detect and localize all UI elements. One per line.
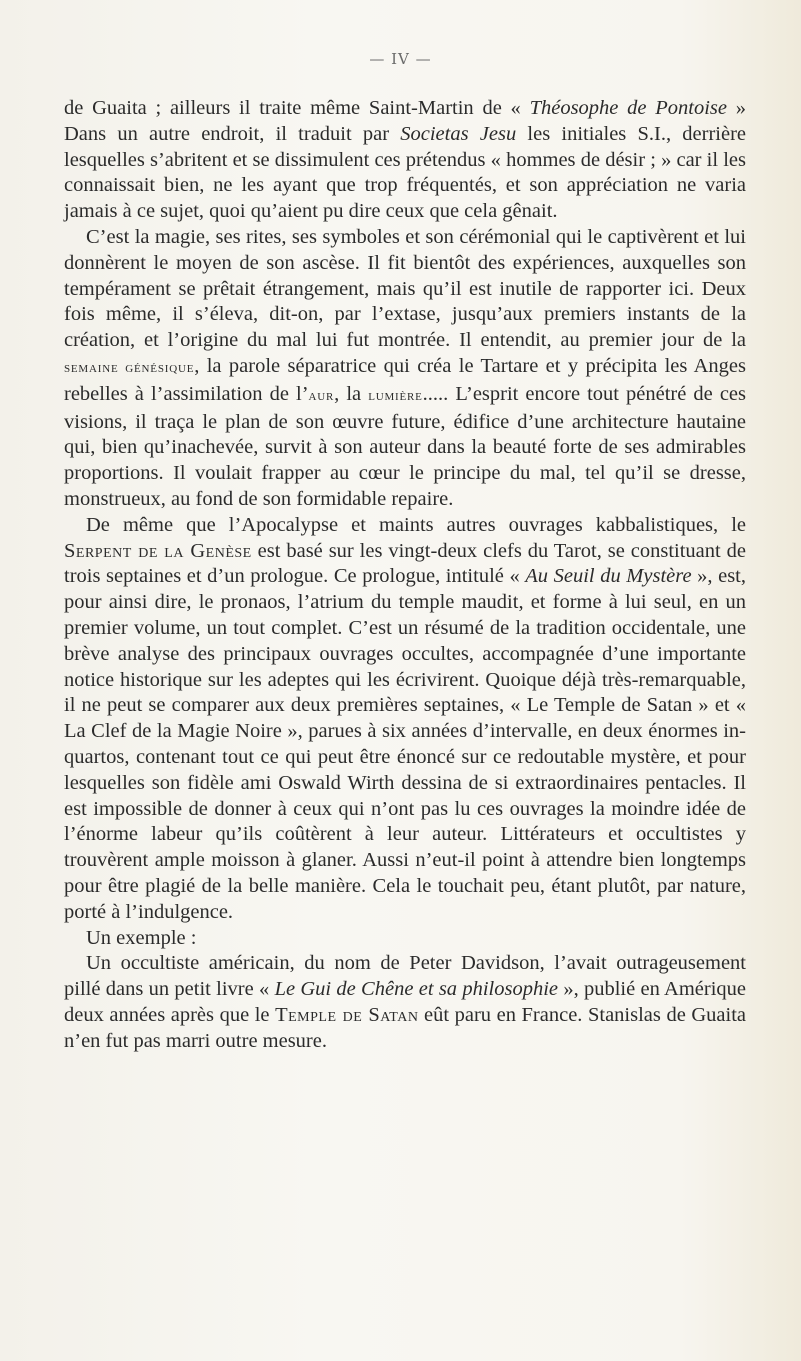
italic-latin: Societas Jesu [400, 122, 517, 145]
italic-title: Au Seuil du Mystère [525, 565, 692, 588]
paragraph-3: De même que l’Apocalypse et maints autres ouvrages kabbalistiques, le Serpent de la Genèse est basé sur les vingt-deux clefs du Tarot, se constituant de trois septaines et d’un prologue. Ce prologue, intitulé « Au Seuil du Mystère », est, pour ainsi dire, le pronaos, l’atrium du temple maudit, et forme à lui seul, en un premier volume, un tout complet. C’est un résumé de la tradition occidentale, une brève analyse des principaux ouvrages occultes, accompagnée d’une importante notice historique sur les adeptes qui les écrivirent. Quoique déjà très-remarquable, il ne peut se comparer aux deux premières septaines, « Le Temple de Satan » et « La Clef de la Magie Noire », parues à six années d’intervalle, en deux énormes in-quartos, contenant tout ce qui peut être énoncé sur ce redoutable mystère, et pour lesquelles son fidèle ami Oswald Wirth dessina de si extraordinaires pentacles. Il est impossible de donner à ceux qui n’ont pas lu ces ouvrages la moindre idée de l’énorme labeur qu’ils coûtèrent à leur auteur. Littérateurs et occultistes y trouvèrent ample moisson à glaner. Aussi n’eut-il point à attendre bien longtemps pour être plagié de la belle manière. Cela le touchait peu, étant plutôt, par nature, porté à l’indulgence. [64, 513, 746, 923]
italic-title: Théosophe de Pontoise [529, 97, 727, 119]
paragraph-4: Un exemple : [86, 926, 197, 949]
body-text [64, 96, 746, 1054]
small-caps-term: lumière [368, 387, 423, 404]
small-caps-term: semaine génésique [64, 359, 195, 376]
paragraph-5: Un occultiste américain, du nom de Peter Davidson, l’avait outrageusement pillé dans un petit livre « Le Gui de Chêne et sa philosophie », publié en Amérique deux années après que le Temple de Satan eût paru en France. Stanislas de Guaita n’en fut pas marri outre mesure. [64, 952, 747, 1052]
page-number: — IV — [369, 50, 432, 68]
paragraph-2: C’est la magie, ses rites, ses symboles et son cérémonial qui le captivèrent et lui donnèrent le moyen de son ascèse. Il fit bientôt des expériences, auxquelles son tempérament se prêtait étrangement, mais qu’il est inutile de rapporter ici. Deux fois même, il s’éleva, dit-on, par l’extase, jusqu’aux premiers instants de la création, et l’origine du mal lui fut montrée. Il entendit, au premier jour de la semaine génésique, la parole séparatrice qui créa le Tartare et y précipita les Anges rebelles à l’assimilation de l’aur, la lumière..... L’esprit encore tout pénétré de ces visions, il traça le plan de son œuvre future, édifice d’une architecture hautaine qui, bien qu’inachevée, survit à son auteur dans la beauté forte de ses admirables proportions. Il voulait frapper au cœur le principe du mal, tel qu’il se dresse, monstrueux, au fond de son formidable repaire. [64, 225, 746, 510]
small-caps-title: Serpent de la Genèse [64, 539, 252, 562]
small-caps-title: Temple de Satan [275, 1003, 419, 1026]
paragraph-1: de Guaita ; ailleurs il traite même Saint-Martin de « Théosophe de Pontoise » Dans un autre endroit, il traduit par Societas Jesu les initiales S.I., derrière lesquelles s’abritent et se dissimulent ces prétendus « hommes de désir ; » car il les connaissait bien, ne les ayant que trop fréquentés, et son appréciation ne varia jamais à ce sujet, quoi qu’aient pu dire ceux que cela gênait. [64, 97, 747, 223]
italic-title: Le Gui de Chêne et sa philosophie [274, 978, 559, 1001]
small-caps-term: aur [308, 387, 335, 404]
